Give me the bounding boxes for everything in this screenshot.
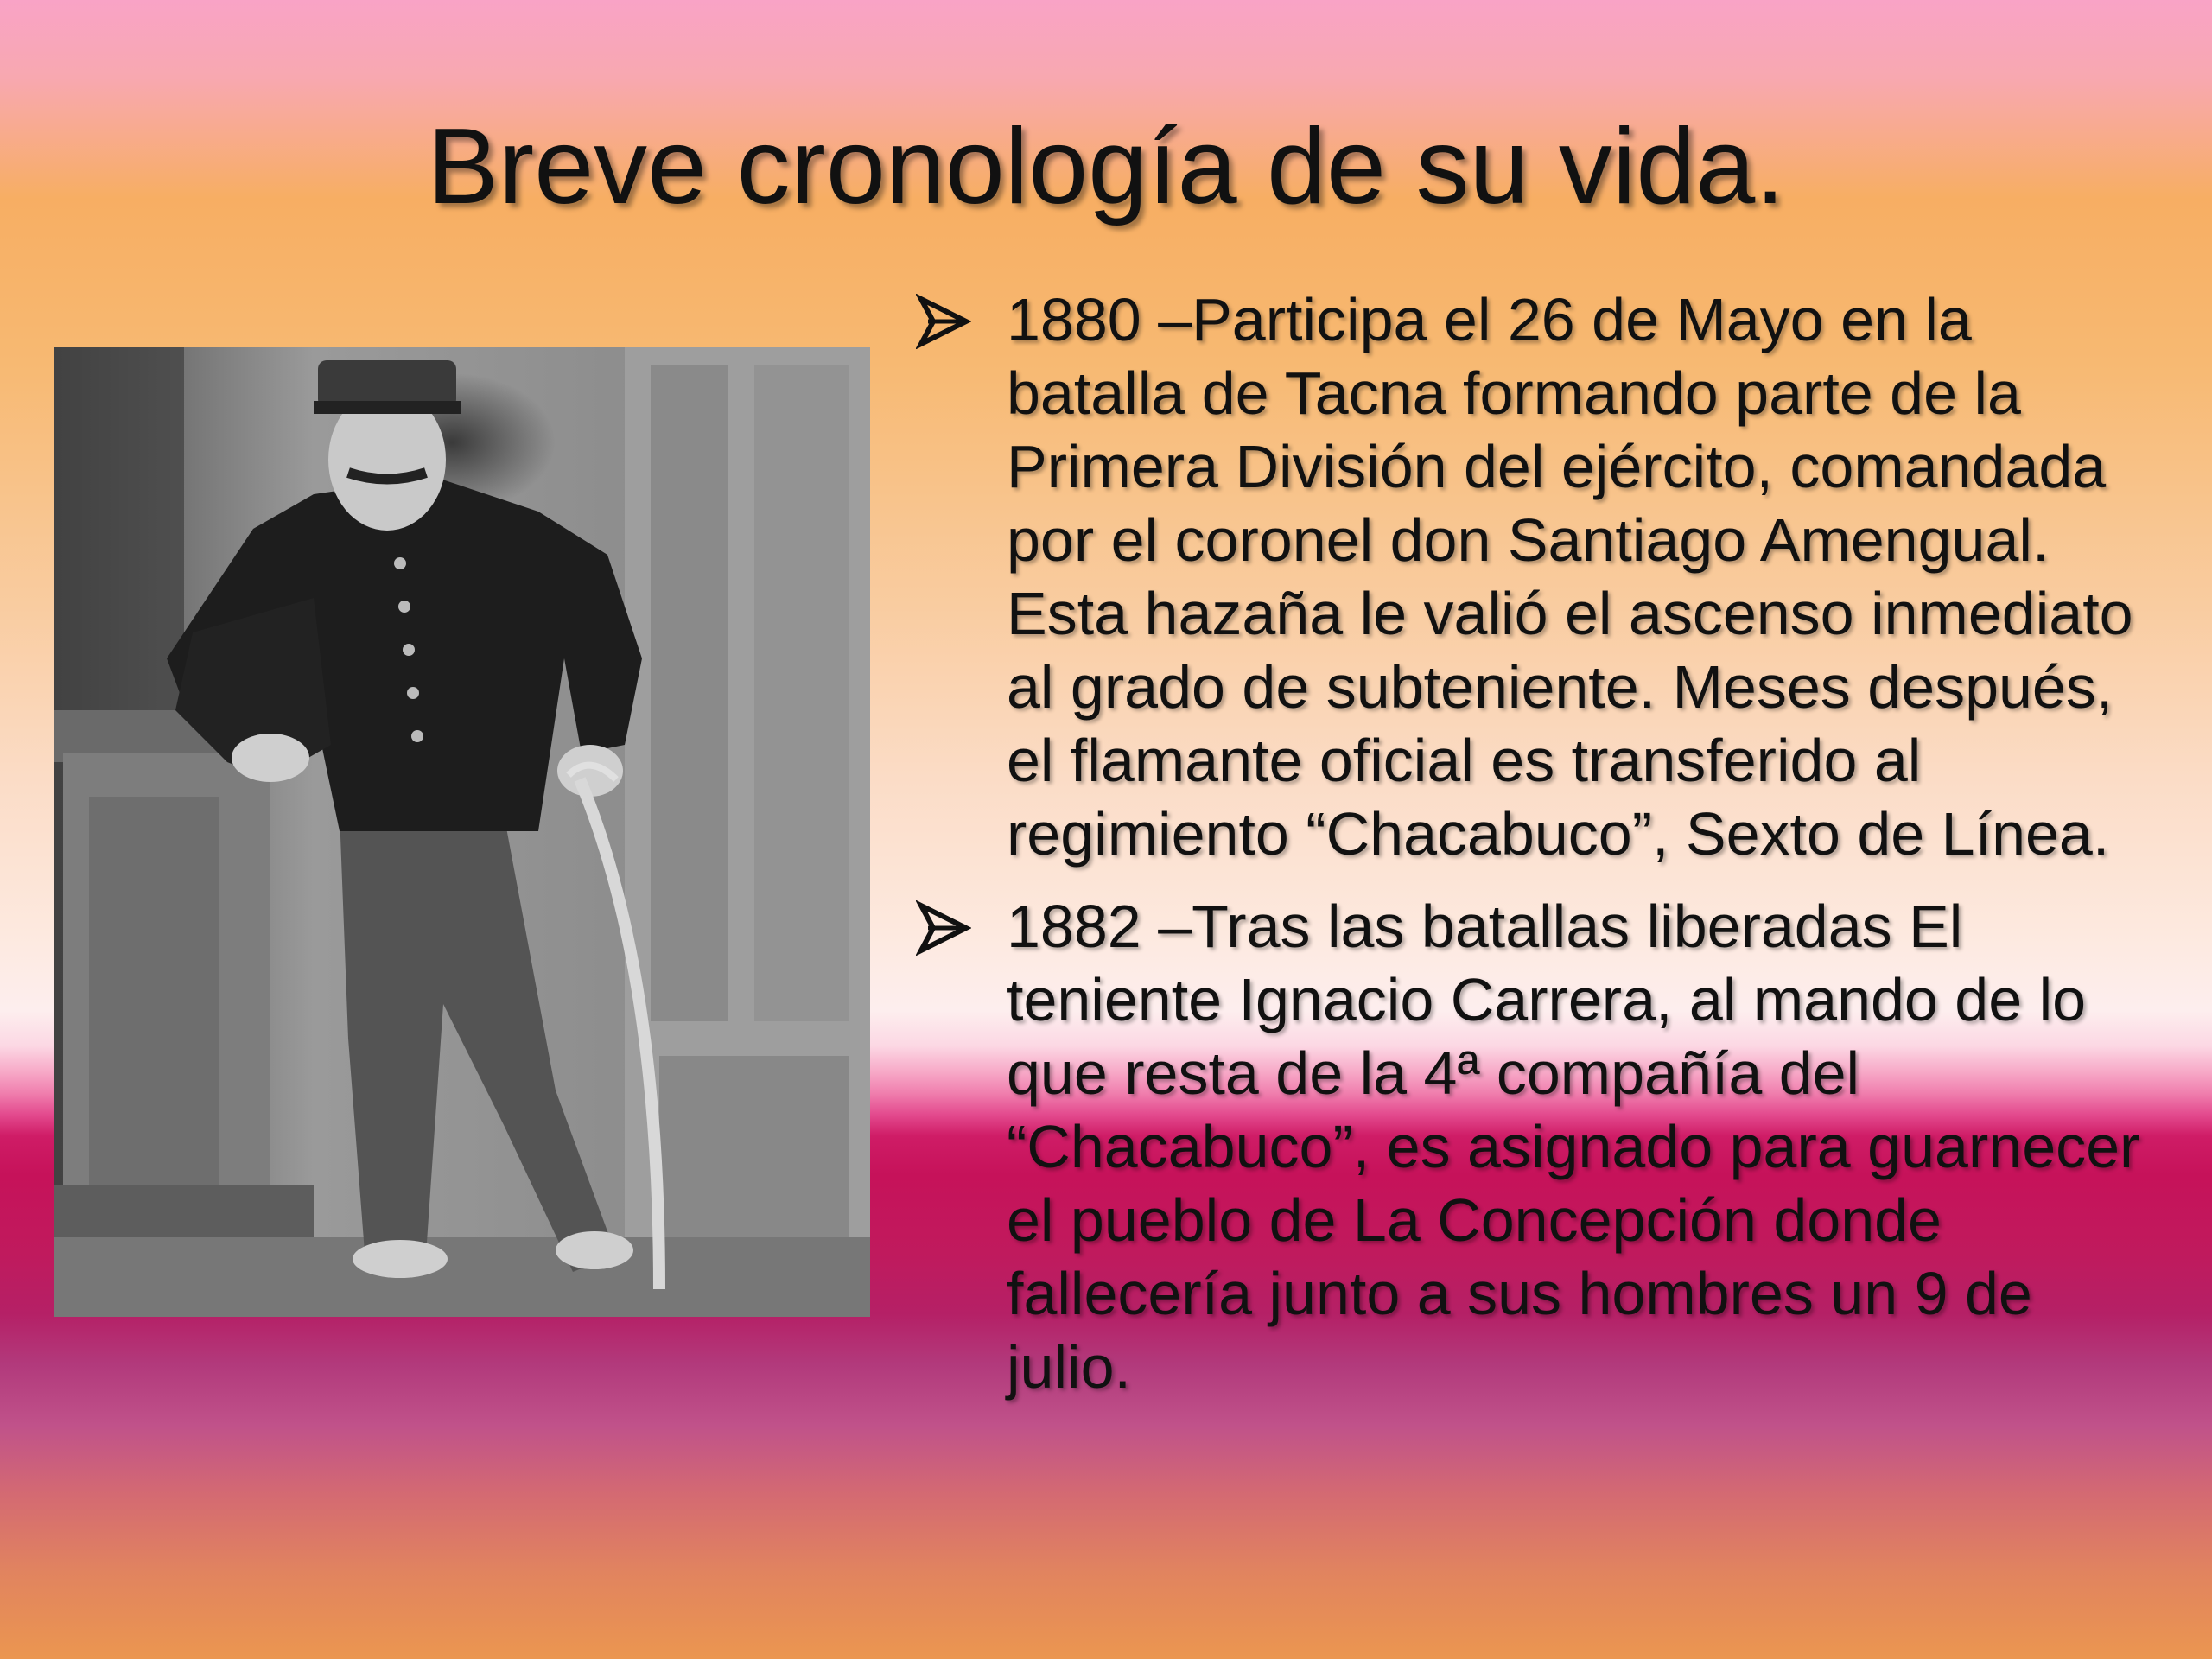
timeline-item-1882 [916,890,2160,1404]
timeline-item-text: 1882 –Tras las batallas liberadas El teniente Ignacio Carrera, al mando de lo que resta de la 4ª compañía del “Chacabuco”, es asignado para guarnecer el pueblo de La Concepción donde fallecería junto a sus hombres un 9 de julio. [1007,893,2140,1401]
slide-title: Breve cronología de su vida. [427,107,1785,226]
arrow-bullet-icon [916,900,971,956]
arrow-bullet-icon [916,294,971,349]
timeline-list [916,283,2160,1423]
timeline-item-text: 1880 –Participa el 26 de Mayo en la batalla de Tacna formando parte de la Primera División del ejército, comandada por el coronel don Santiago Amengual. Esta hazaña le valió el ascenso inmediato al grado de subteniente. Meses después, el flamante oficial es transferido al regimiento “Chacabuco”, Sexto de Línea. [1007,286,2133,868]
soldier-portrait-illustration [54,347,870,1317]
timeline-item-1880 [916,283,2160,871]
portrait-photo [54,347,870,1317]
